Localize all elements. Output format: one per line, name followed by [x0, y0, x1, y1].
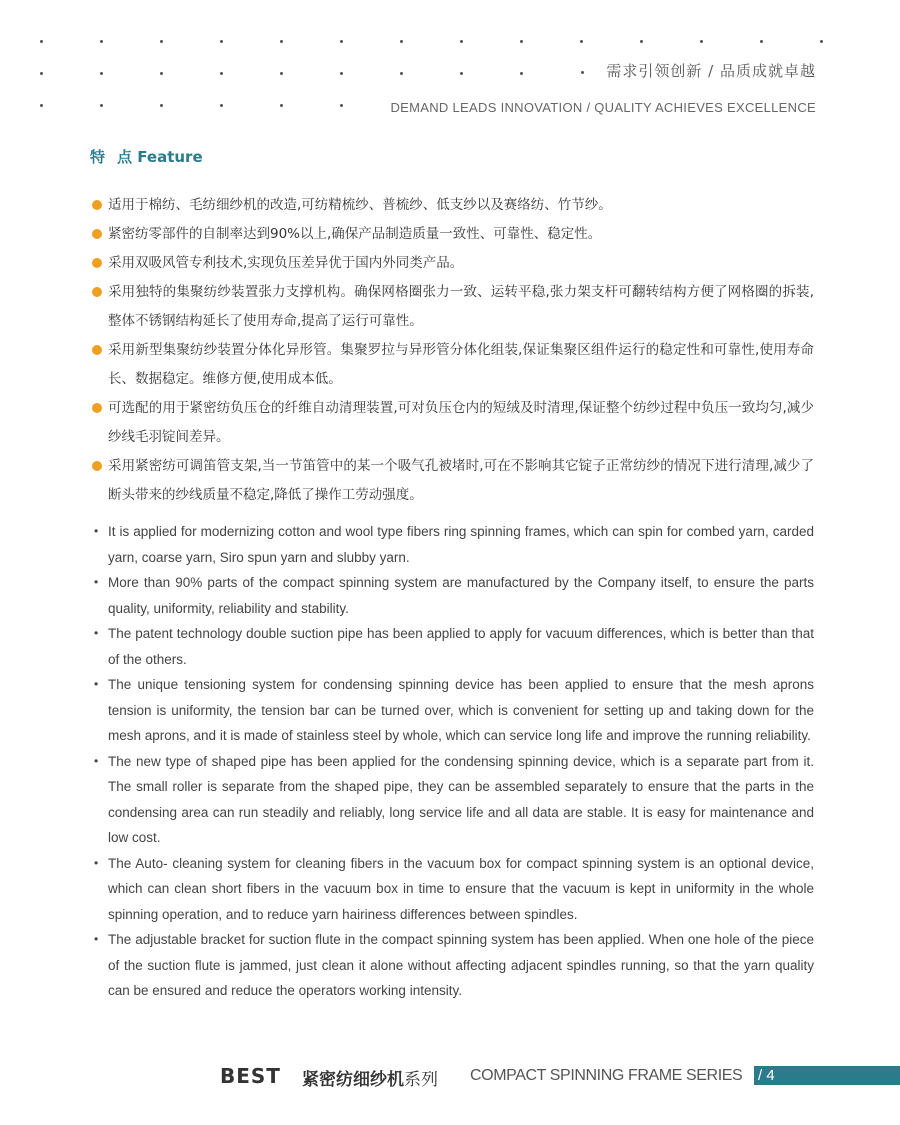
bullet-icon: • — [94, 626, 99, 640]
feature-en-text: The unique tensioning system for condensing spinning device has been applied to ensure that the mesh aprons tension is uniformity, the tension bar can be turned over, which is convenient for setting up and taking down for the mesh aprons, and it is made of stainless steel by whole, which can service long life and improve the running reliability. — [108, 677, 814, 743]
bullet-icon: • — [94, 932, 99, 946]
feature-en-text: The adjustable bracket for suction flute in the compact spinning system has been applied. When one hole of the piece of the suction flute is jammed, just clean it alone without affecting adjacent spindles running, so that the yarn quality can be ensured and reduce the operators working intensity. — [108, 932, 814, 998]
list-item — [92, 452, 814, 510]
section-title-cn-2: 点 — [117, 148, 133, 166]
feature-cn-text: 采用新型集聚纺纱装置分体化异形管。集聚罗拉与异形管分体化组装,保证集聚区组件运行的稳定性和可靠性,使用寿命长、数据稳定。维修方便,使用成本低。 — [108, 342, 814, 387]
series-title-en: COMPACT SPINNING FRAME SERIES — [470, 1067, 743, 1084]
feature-cn-text: 适用于棉纺、毛纺细纱机的改造,可纺精梳纱、普梳纱、低支纱以及赛络纺、竹节纱。 — [108, 197, 612, 213]
feature-en-text: More than 90% parts of the compact spinning system are manufactured by the Company itself, to ensure the parts quality, uniformity, reliability and stability. — [108, 575, 814, 616]
feature-cn-text: 紧密纺零部件的自制率达到90%以上,确保产品制造质量一致性、可靠性、稳定性。 — [108, 226, 602, 242]
feature-cn-text: 采用独特的集聚纺纱装置张力支撑机构。确保网格圈张力一致、运转平稳,张力架支杆可翻转结构方便了网格圈的拆装,整体不锈钢结构延长了使用寿命,提高了运行可靠性。 — [108, 284, 814, 329]
bullet-dot-icon — [92, 461, 102, 471]
bullet-icon: • — [94, 575, 99, 589]
brand-logo: BEST — [220, 1064, 281, 1088]
footer-accent-bar — [754, 1066, 900, 1085]
features-english-list — [92, 519, 814, 1004]
list-item — [92, 672, 814, 749]
bullet-icon: • — [94, 524, 99, 538]
slogan-english: DEMAND LEADS INNOVATION / QUALITY ACHIEVES EXCELLENCE — [390, 100, 816, 115]
feature-cn-text: 采用双吸风管专利技术,实现负压差异优于国内外同类产品。 — [108, 255, 464, 271]
section-title-en: Feature — [137, 148, 203, 166]
list-item — [92, 851, 814, 928]
section-title — [90, 146, 203, 167]
bullet-dot-icon — [92, 345, 102, 355]
bullet-dot-icon — [92, 287, 102, 297]
list-item — [92, 570, 814, 621]
section-title-cn-1: 特 — [90, 148, 106, 166]
list-item — [92, 220, 814, 249]
feature-cn-text: 采用紧密纺可调笛管支架,当一节笛管中的某一个吸气孔被堵时,可在不影响其它锭子正常纺纱的情况下进行清理,减少了断头带来的纱线质量不稳定,降低了操作工劳动强度。 — [108, 458, 814, 503]
list-item — [92, 519, 814, 570]
bullet-dot-icon — [92, 403, 102, 413]
list-item — [92, 249, 814, 278]
features-chinese-list — [92, 191, 814, 510]
bullet-dot-icon — [92, 258, 102, 268]
series-cn-suffix: 系列 — [404, 1070, 438, 1090]
bullet-dot-icon — [92, 200, 102, 210]
feature-en-text: The new type of shaped pipe has been applied for the condensing spinning device, which is a separate part from it. The small roller is separate from the shaped pipe, they can be assembled separately to ensure that the parts in the condensing area can run steadily and reliably, long service life and all data are stable. It is easy for maintenance and low cost. — [108, 753, 814, 845]
page-footer — [0, 1063, 900, 1089]
list-item — [92, 191, 814, 220]
feature-en-text: It is applied for modernizing cotton and wool type fibers ring spinning frames, which can spin for combed yarn, carded yarn, coarse yarn, Siro spun yarn and slubby yarn. — [108, 524, 814, 565]
series-cn-main: 紧密纺细纱机 — [302, 1070, 404, 1090]
bullet-dot-icon — [92, 229, 102, 239]
feature-cn-text: 可选配的用于紧密纺负压仓的纤维自动清理装置,可对负压仓内的短绒及时清理,保证整个纺纱过程中负压一致均匀,减少纱线毛羽锭间差异。 — [108, 400, 814, 445]
list-item — [92, 927, 814, 1004]
list-item — [92, 278, 814, 336]
bullet-icon: • — [94, 753, 99, 768]
bullet-icon: • — [94, 677, 99, 691]
bullet-icon: • — [94, 855, 99, 870]
list-item — [92, 621, 814, 672]
feature-en-text: The Auto- cleaning system for cleaning fibers in the vacuum box for compact spinning system is an optional device, which can clean short fibers in the vacuum box in time to ensure that the vacuum is kept in uniformity in the whole spinning operation, and to reduce yarn hairiness differences between spindles. — [108, 855, 814, 922]
list-item — [92, 394, 814, 452]
series-title-cn — [302, 1065, 438, 1090]
feature-en-text: The patent technology double suction pipe has been applied to apply for vacuum differences, which is better than that of the others. — [108, 626, 814, 667]
list-item — [92, 336, 814, 394]
slogan-chinese: 需求引领创新 / 品质成就卓越 — [606, 62, 816, 80]
page-number: / 4 — [758, 1067, 775, 1084]
list-item — [92, 749, 814, 851]
